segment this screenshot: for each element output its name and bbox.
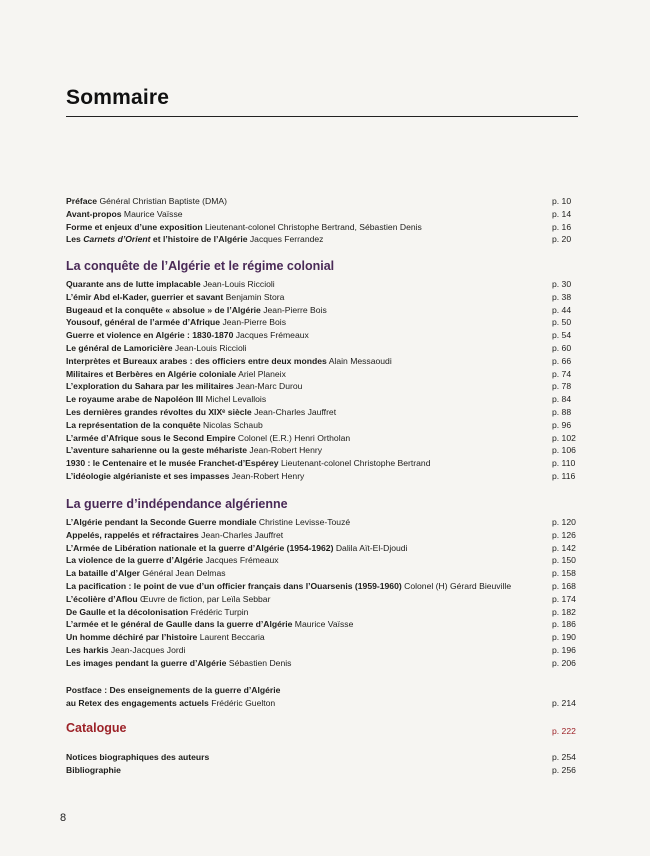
toc-entry: [66, 457, 578, 470]
toc-entry: [66, 644, 578, 657]
entry-title: La bataille d’Alger: [66, 568, 141, 579]
entry-page: p. 106: [552, 445, 576, 456]
entry-page: p. 182: [552, 606, 576, 617]
entry-author: Maurice Vaïsse: [292, 619, 354, 630]
entry-title: L’écolière d’Aflou: [66, 593, 138, 604]
toc-entry: [66, 355, 578, 368]
entry-author: Dalila Aït-El-Djoudi: [333, 542, 408, 553]
entry-page: p. 54: [552, 330, 572, 341]
entry-page: p. 206: [552, 657, 576, 668]
entry-page: p. 174: [552, 593, 576, 604]
catalogue-heading: Catalogue: [66, 721, 127, 735]
entry-author: Lieutenant-colonel Christophe Bertrand: [278, 458, 431, 469]
entry-title: L’armée et le général de Gaulle dans la guerre d’Algérie: [66, 619, 293, 630]
toc-entry: [66, 195, 578, 208]
toc-entry: [66, 432, 578, 445]
entry-author: Nicolas Schaub: [200, 419, 263, 430]
entry-page: p. 74: [552, 368, 572, 379]
entry-title: La représentation de la conquête: [66, 419, 201, 430]
toc-entry: [66, 542, 578, 555]
toc-entry: [66, 470, 578, 483]
toc-entry: [66, 444, 578, 457]
entry-author: Jean-Louis Riccioli: [200, 279, 275, 289]
entry-page: p. 16: [552, 221, 572, 232]
title-rule: [66, 116, 578, 117]
entry-author: Jean-Louis Riccioli: [172, 342, 247, 353]
toc-entry: [66, 380, 578, 393]
toc-entry: [66, 554, 578, 567]
toc-entry: [66, 751, 578, 764]
entry-title: Yousouf, général de l’armée d’Afrique: [66, 317, 221, 328]
entry-author: Frédéric Guelton: [208, 697, 276, 708]
entry-author: Œuvre de fiction, par Leïla Sebbar: [137, 593, 271, 604]
entry-author: Général Christian Baptiste (DMA): [97, 196, 227, 206]
toc-entry: [66, 291, 578, 304]
entry-page: p. 14: [552, 208, 572, 219]
toc-entry: [66, 580, 578, 593]
entry-author: Colonel (E.R.) Henri Ortholan: [235, 432, 351, 443]
toc-entry: [66, 304, 578, 317]
entry-page: p. 30: [552, 279, 572, 289]
toc-entry: [66, 529, 578, 542]
entry-author: Sébastien Denis: [226, 657, 292, 668]
entry-page: p. 254: [552, 752, 576, 762]
entry-title: Préface: [66, 196, 98, 206]
toc-entry: [66, 697, 578, 710]
entry-page: p. 44: [552, 304, 572, 315]
entry-author: Jacques Frémeaux: [233, 330, 309, 341]
entry-author: Colonel (H) Gérard Bieuville: [401, 580, 512, 591]
entry-title-part: et l’histoire de l’Algérie: [150, 234, 248, 245]
toc-entry: [66, 593, 578, 606]
entry-author: Jean-Robert Henry: [229, 470, 305, 481]
entry-title: L’émir Abd el-Kader, guerrier et savant: [66, 291, 224, 302]
entry-page: p. 66: [552, 355, 572, 366]
toc-entry: [66, 631, 578, 644]
section-conquest-list: [66, 278, 578, 483]
entry-page: p. 78: [552, 381, 572, 392]
entry-page: p. 214: [552, 697, 576, 708]
toc-entry: [66, 329, 578, 342]
entry-title: Militaires et Berbères en Algérie coloniale: [66, 368, 237, 379]
back-matter-list: [66, 751, 578, 777]
toc-entry: [66, 342, 578, 355]
entry-title: L’exploration du Sahara par les militaires: [66, 381, 234, 392]
entry-author: Jean-Charles Jauffret: [251, 406, 337, 417]
entry-author: Ariel Planeix: [236, 368, 286, 379]
entry-page: p. 84: [552, 394, 572, 405]
entry-page: p. 150: [552, 555, 576, 566]
entry-title: Les images pendant la guerre d’Algérie: [66, 657, 227, 668]
entry-author: Christine Levisse-Touzé: [256, 517, 351, 527]
entry-title-italic: Carnets d’Orient: [83, 234, 151, 245]
entry-title: Le royaume arabe de Napoléon III: [66, 394, 204, 405]
entry-title: Forme et enjeux d’une exposition: [66, 221, 203, 232]
entry-page: p. 168: [552, 580, 576, 591]
entry-author: Jean-Marc Durou: [233, 381, 303, 392]
entry-author: Maurice Vaïsse: [121, 208, 183, 219]
entry-title: Notices biographiques des auteurs: [66, 752, 210, 762]
entry-title: De Gaulle et la décolonisation: [66, 606, 189, 617]
entry-page: p. 38: [552, 291, 572, 302]
entry-title: Un homme déchiré par l’histoire: [66, 632, 198, 643]
toc-entry: [66, 368, 578, 381]
section-heading-war: La guerre d’indépendance algérienne: [66, 497, 288, 511]
entry-page: p. 102: [552, 432, 576, 443]
entry-title: L’idéologie algérianiste et ses impasses: [66, 470, 230, 481]
entry-title: Le général de Lamoricière: [66, 342, 173, 353]
entry-author: Jean-Pierre Bois: [220, 317, 287, 328]
entry-page: p. 142: [552, 542, 576, 553]
section-heading-conquest: La conquête de l’Algérie et le régime colonial: [66, 259, 335, 273]
entry-author: Michel Levallois: [203, 394, 267, 405]
entry-title: L’Algérie pendant la Seconde Guerre mondiale: [66, 517, 257, 527]
toc-entry: [66, 606, 578, 619]
entry-title: Appelés, rappelés et réfractaires: [66, 529, 199, 540]
entry-title: La pacification : le point de vue d’un officier français dans l’Ouarsenis (1959-1960): [66, 580, 402, 591]
entry-title: Interprètes et Bureaux arabes : des officiers entre deux mondes: [66, 355, 327, 366]
toc-entry: [66, 684, 578, 697]
entry-author: Lieutenant-colonel Christophe Bertrand, Sébastien Denis: [202, 221, 422, 232]
entry-page: p. 126: [552, 529, 576, 540]
toc-entry: [66, 393, 578, 406]
entry-author: Jean-Jacques Jordi: [108, 644, 186, 655]
entry-page: p. 10: [552, 196, 572, 206]
entry-page: p. 256: [552, 764, 576, 775]
toc-entry: [66, 221, 578, 234]
page-number: 8: [60, 812, 67, 824]
toc-entry: [66, 278, 578, 291]
entry-page: p. 196: [552, 644, 576, 655]
entry-author: Général Jean Delmas: [140, 568, 226, 579]
entry-author: Frédéric Turpin: [188, 606, 249, 617]
entry-author: Laurent Beccaria: [197, 632, 265, 643]
entry-title: Postface : Des enseignements de la guerre d’Algérie: [66, 685, 281, 695]
entry-page: p. 20: [552, 234, 572, 245]
entry-page: p. 96: [552, 419, 572, 430]
entry-page: p. 186: [552, 619, 576, 630]
entry-page: p. 190: [552, 632, 576, 643]
toc-entry: [66, 233, 578, 246]
entry-author: Jean-Charles Jauffret: [198, 529, 284, 540]
toc-entry: [66, 618, 578, 631]
entry-title: Bibliographie: [66, 764, 121, 775]
entry-page: p. 60: [552, 342, 572, 353]
entry-page: p. 110: [552, 458, 576, 469]
entry-title: au Retex des engagements actuels: [66, 697, 209, 708]
entry-title: La violence de la guerre d’Algérie: [66, 555, 204, 566]
entry-author: Jacques Ferrandez: [247, 234, 324, 245]
toc-entry: [66, 406, 578, 419]
entry-title: Quarante ans de lutte implacable: [66, 279, 201, 289]
entry-title: L’armée d’Afrique sous le Second Empire: [66, 432, 236, 443]
entry-author: Jacques Frémeaux: [203, 555, 279, 566]
entry-title: Bugeaud et la conquête « absolue » de l’Algérie: [66, 304, 261, 315]
toc-entry: [66, 567, 578, 580]
toc-entry: [66, 208, 578, 221]
toc-entry: [66, 419, 578, 432]
entry-author: Jean-Robert Henry: [247, 445, 323, 456]
toc-entry: [66, 516, 578, 529]
entry-title-part: Les: [66, 234, 84, 245]
entry-page: p. 50: [552, 317, 572, 328]
entry-author: Jean-Pierre Bois: [260, 304, 327, 315]
entry-page: p. 158: [552, 568, 576, 579]
entry-title: Avant-propos: [66, 208, 122, 219]
page-title: Sommaire: [66, 86, 170, 109]
entry-page: p. 88: [552, 406, 572, 417]
toc-entry: [66, 764, 578, 777]
section-war-list: [66, 516, 578, 670]
entry-title: Les dernières grandes révoltes du XIXᵉ siècle: [66, 406, 252, 417]
entry-title: L’Armée de Libération nationale et la guerre d’Algérie (1954-1962): [66, 542, 334, 553]
entry-title: 1930 : le Centenaire et le musée Franchet-d’Espérey: [66, 458, 279, 469]
entry-author: Benjamin Stora: [223, 291, 285, 302]
toc-entry: [66, 316, 578, 329]
entry-title: Guerre et violence en Algérie : 1830-1870: [66, 330, 234, 341]
entry-title: Les harkis: [66, 644, 109, 655]
postface-block: [66, 684, 578, 710]
toc-entry: [66, 657, 578, 670]
entry-title: L’aventure saharienne ou la geste méhariste: [66, 445, 248, 456]
front-matter-list: [66, 195, 578, 246]
catalogue-page: p. 222: [552, 726, 576, 736]
entry-page: p. 116: [552, 470, 576, 481]
entry-author: Alain Messaoudi: [326, 355, 392, 366]
entry-page: p. 120: [552, 517, 576, 527]
